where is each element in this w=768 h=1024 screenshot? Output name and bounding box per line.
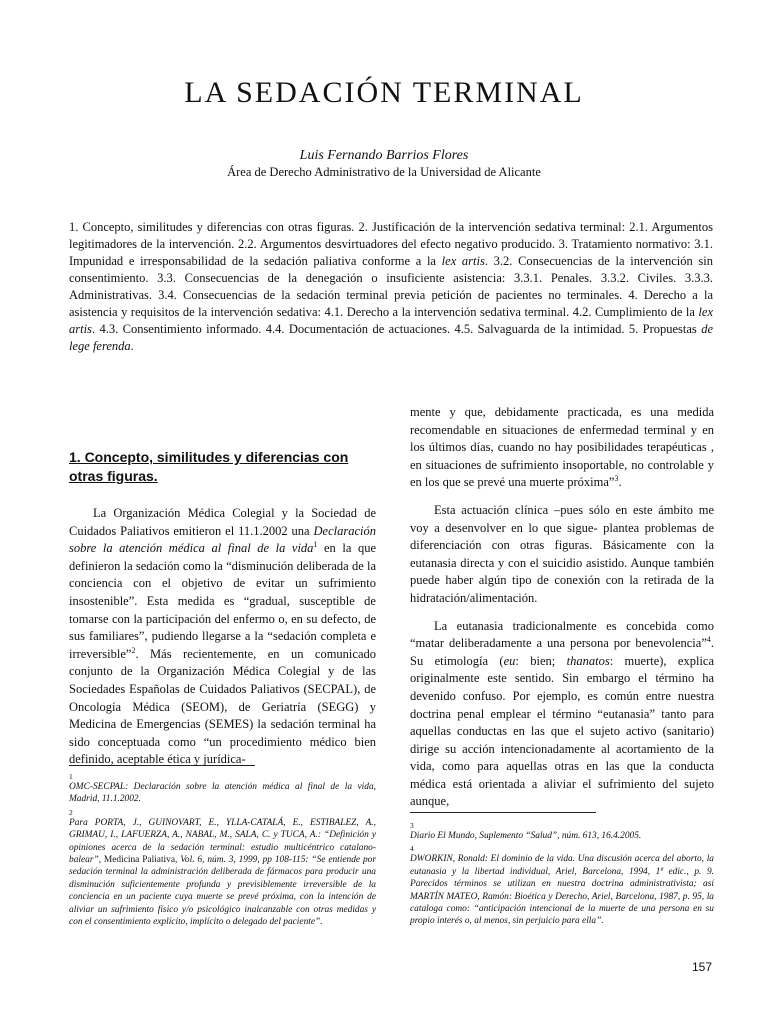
author-name: Luis Fernando Barrios Flores xyxy=(299,148,469,163)
footnote-number: 3 xyxy=(410,821,414,830)
table-of-contents-summary: 1. Concepto, similitudes y diferencias con otras figuras. 2. Justificación de la intervención sedativa terminal: 2.1. Argumentos legitimadores de la intervención. 2.2. Argumentos desvirtuadores del efecto negativo producido. 3. Tratamiento normativo: 3.1. Impunidad e irresponsabilidad de la sedación paliativa conforme a la lex artis. 3.2. Consecuencias de la intervención sin consentimiento. 3.3. Consecuencias de la denegación o insuficiente asistencia: 3.3.1. Penales. 3.3.2. Civiles. 3.3.3. Administrativas. 3.4. Consecuencias de la sedación terminal previa petición de pacientes no terminales. 4. Derecho a la asistencia y requisitos de la intervención sedativa: 4.1. Derecho a la intervención sedativa terminal. 4.2. Cumplimiento de la lex artis. 4.3. Consentimiento informado. 4.4. Documentación de actuaciones. 4.5. Salvaguarda de la intimidad. 5. Propuestas de lege ferenda. xyxy=(69,220,713,353)
footnote: 1 OMC-SECPAL: Declaración sobre la atención médica al final de la vida, Madrid, 11.1.2002. xyxy=(69,772,376,805)
footnote: 2 Para PORTA, J., GUINOVART, E., YLLA-CATALÁ, E., ESTIBALEZ, A., GRIMAU, I., LAFUERZA, A., NABAL, M., SALA, C. y TUCA, A.: “Definición y opiniones acerca de la sedación terminal: estudio multicéntrico catalano-balear”, Medicina Paliativa, Vol. 6, núm. 3, 1999, pp 108-115: “Se entiende por sedación terminal la administración deliberada de fármacos para producir una disminución suficientemente profunda y previsiblemente irreversible de la conciencia en un paciente cuya muerte se prevé próxima, con la intención de aliviar un sufrimiento físico y/o psicológico inalcanzable con otras medidas y con el consentimiento explícito, implícito o delegado del paciente”. xyxy=(69,807,376,928)
footnote-number: 2 xyxy=(69,807,73,817)
footnotes-right xyxy=(410,822,714,931)
footnote-divider xyxy=(410,812,596,813)
body-paragraph: La eutanasia tradicionalmente es concebida como “matar deliberadamente a una persona por benevolencia”$^4$. Su etimología (eu: bien; thanatos: muerte), explica originalmente este sentido. Sin embargo el término ha devenido confuso. Por ejemplo, es común entre nuestra doctrina penal emplear el término “eutanasia” tanto para aquellas conductas en las que el sujeto activo (sanitario) dirige su acción intencionadamente al acortamiento de la vida, como para aquellas otras en las que la conducta médica está orientada a aliviar el sufrimiento del sujeto aunque, xyxy=(410,618,715,809)
body-paragraph: mente y que, debidamente practicada, es una medida recomendable en situaciones de enfermedad terminal y en los últimos días, cuando no hay posibilidades terapéuticas , en situaciones de sufrimiento insoportable, no controlable y en los que se prevé una muerte próxima”$^3$. xyxy=(410,405,714,490)
footnotes-left xyxy=(69,773,376,931)
footnote-ref[interactable]: 4 xyxy=(706,634,711,644)
page-number: 157 xyxy=(691,960,712,974)
right-column xyxy=(410,404,714,811)
article-title: LA SEDACIÓN TERMINAL xyxy=(184,76,584,109)
footnote-divider xyxy=(69,765,255,766)
footnote-ref[interactable]: 3 xyxy=(614,474,619,484)
body-paragraph: Esta actuación clínica –pues sólo en este ámbito me voy a desenvolver en lo que sigue- plantea problemas de diferenciación con otras figuras. Básicamente con la eutanasia directa y con el suicidio asistido. Aunque también puede haber algún tipo de conexión con la retirada de la hidratación/alimentación. xyxy=(410,502,714,605)
footnote-ref[interactable]: 2 xyxy=(131,645,136,655)
footnote: 4 DWORKIN, Ronald: El dominio de la vida. Una discusión acerca del aborto, la eutanasia y la libertad individual, Ariel, Barcelona, 1994, 1ª edic., p. 9. Parecidos términos se utilizan en nuestra doctrina administrativista; así MARTÍN MATEO, Ramón: Bioética y Derecho, Ariel, Barcelona, 1987, p. 95, la cataloga como: “anticipación intencional de la muerte de una persona en su propio interés o, al menos, sin perjuicio para ella”. xyxy=(410,844,714,927)
footnote-number: 1 xyxy=(69,772,73,781)
author-affiliation: Área de Derecho Administrativo de la Universidad de Alicante xyxy=(227,165,541,179)
footnote-number: 4 xyxy=(410,844,414,854)
body-paragraph: La Organización Médica Colegial y la Sociedad de Cuidados Paliativos emitieron el 11.1.2002 una Declaración sobre la atención médica al final de la vida$^1$ en la que definieron la sedación como la “disminución deliberada de la conciencia con el objetivo de evitar un sufrimiento insostenible”. Esta medida es “gradual, susceptible de tomarse con la participación del enfermo o, en su defecto, de sus familiares”, pudiendo llegarse a la “sedación completa e irreversible”$^2$. Más recientemente, en un comunicado conjunto de la Organización Médica Colegial y de las Sociedades Españolas de Cuidados Paliativos (SECPAL), de Oncología Médica (SEOM), de Geriatría (SEGG) y Medicina de Emergencias (SEMES) la sedación terminal ha sido conceptuada como “un procedimiento médico bien definido, aceptable ética y jurídica- xyxy=(69,506,376,767)
section-heading: 1. Concepto, similitudes y diferencias con otras figuras. xyxy=(69,449,349,484)
footnote-ref[interactable]: 1 xyxy=(313,540,318,550)
footnote: 3 Diario El Mundo, Suplemento “Salud”, núm. 613, 16.4.2005. xyxy=(410,822,714,842)
left-column xyxy=(69,448,376,769)
